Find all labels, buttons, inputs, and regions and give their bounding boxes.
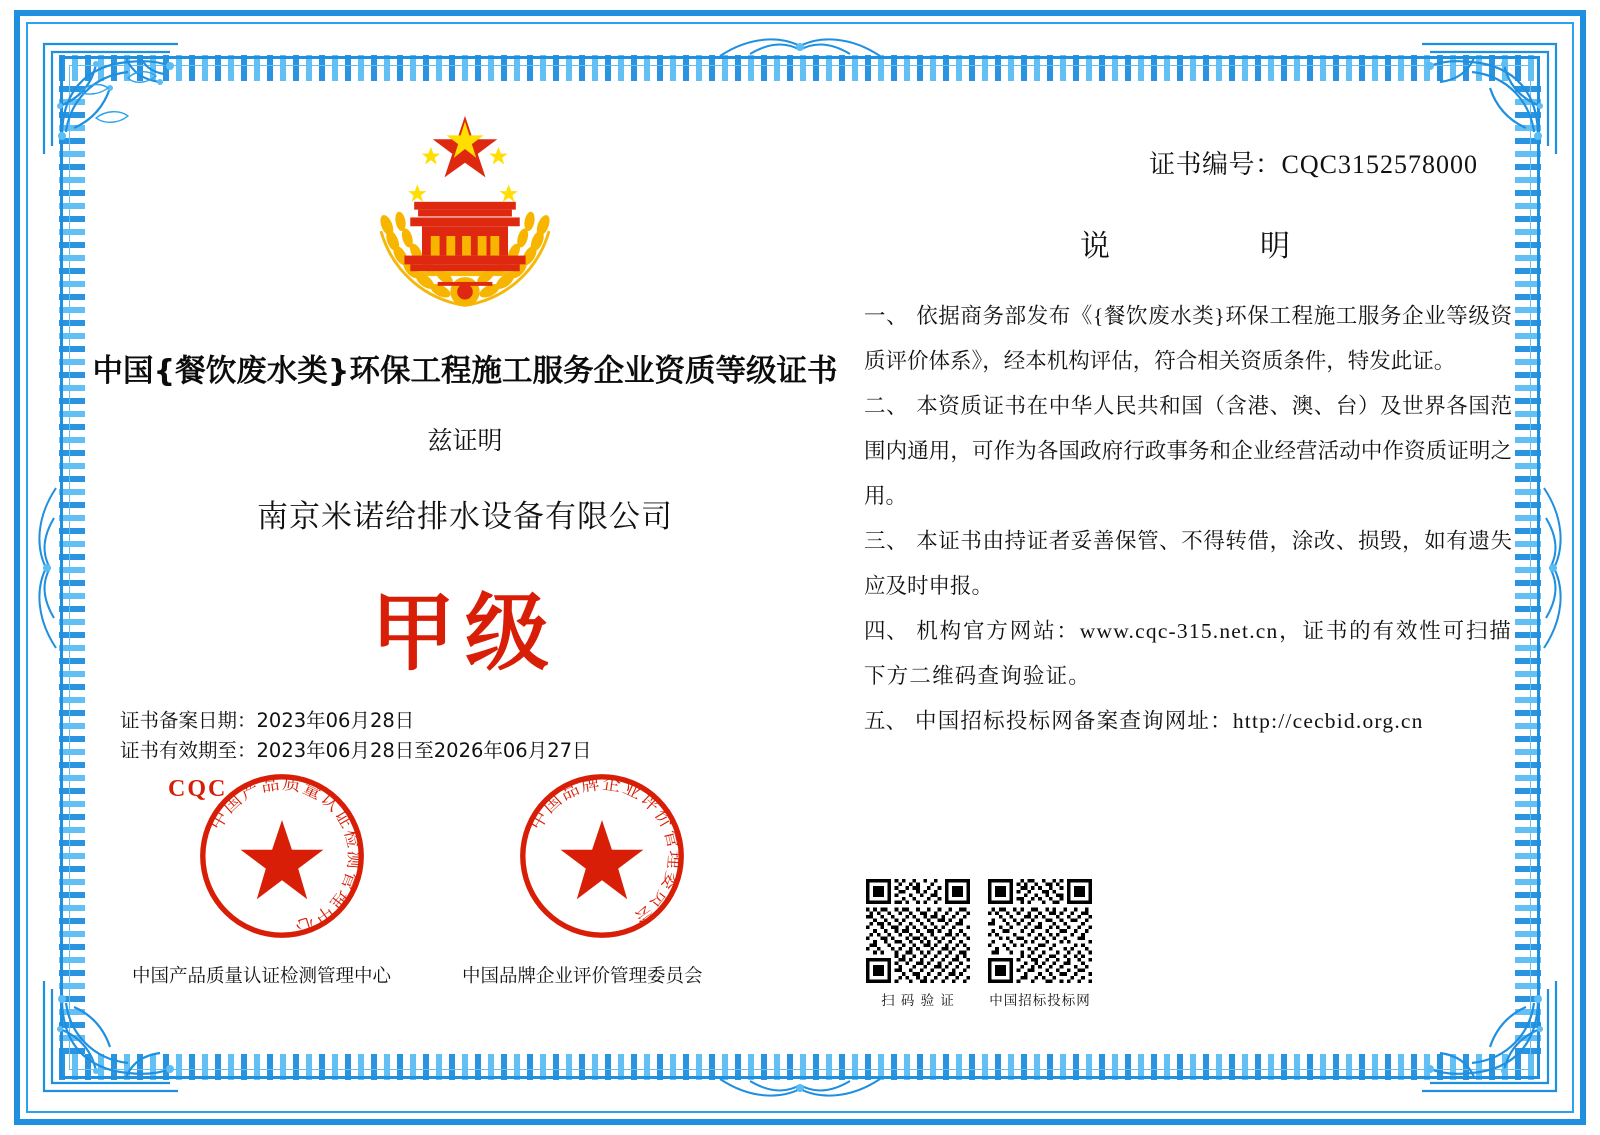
national-emblem-icon bbox=[358, 108, 573, 323]
clause-text: 本资质证书在中华人民共和国（含港、澳、台）及世界各国范围内通用，可作为各国政府行政事务和企业经营活动中作资质证明之用。 bbox=[864, 394, 1512, 508]
certificate-subtitle: 兹证明 bbox=[427, 426, 503, 455]
clause-text: 本证书由持证者妥善保管、不得转借，涂改、损毁，如有遗失应及时申报。 bbox=[864, 529, 1512, 598]
official-seal-icon bbox=[512, 766, 692, 946]
clause-text: 依据商务部发布《{餐饮废水类}环保工程施工服务企业等级资质评价体系》，经本机构评估，符合相关资质条件，特发此证。 bbox=[864, 304, 1512, 373]
certificate-left-panel bbox=[80, 76, 850, 1059]
record-date-value: 2023年06月28日 bbox=[256, 709, 415, 732]
notes-clause bbox=[864, 519, 1512, 609]
notes-clause bbox=[864, 384, 1512, 519]
seal-caption: 中国品牌企业评价管理委员会 bbox=[462, 966, 703, 987]
certificate-number-label: 证书编号： bbox=[1149, 150, 1282, 179]
qr-code-area bbox=[866, 879, 1126, 1009]
notes-clause bbox=[864, 294, 1512, 384]
company-name: 南京米诺给排水设备有限公司 bbox=[257, 499, 673, 535]
notes-clause-list bbox=[864, 294, 1512, 744]
notes-clause bbox=[864, 609, 1512, 699]
certificate-right-panel bbox=[850, 76, 1520, 1059]
notes-clause bbox=[864, 699, 1512, 744]
clause-marker: 二、 bbox=[864, 394, 909, 418]
grade-level: 甲级 bbox=[370, 584, 559, 682]
seal-caption: 中国产品质量认证检测管理中心 bbox=[132, 966, 392, 987]
certificate-content bbox=[80, 76, 1520, 1059]
clause-text: 中国招标投标网备案查询网址：http://cecbid.org.cn bbox=[915, 709, 1424, 733]
clause-marker: 一、 bbox=[864, 304, 909, 328]
certificate-number bbox=[1149, 144, 1478, 181]
record-date-label: 证书备案日期： bbox=[120, 709, 257, 732]
qr-code-verify-icon[interactable] bbox=[866, 879, 970, 983]
cqc-logo-text: CQC bbox=[168, 776, 228, 802]
notes-heading-right: 明 bbox=[1260, 229, 1290, 264]
clause-marker: 四、 bbox=[864, 619, 909, 643]
official-seal-icon bbox=[192, 766, 372, 946]
qr-code-cecbid-icon[interactable] bbox=[988, 879, 1092, 983]
clause-text: 机构官方网站：www.cqc-315.net.cn，证书的有效性可扫描下方二维码查询验证。 bbox=[864, 619, 1512, 688]
svg-text:中国产品质量认证检测管理中心: 中国产品质量认证检测管理中心 bbox=[205, 772, 366, 938]
validity-value: 2023年06月28日至2026年06月27日 bbox=[256, 739, 592, 762]
notes-heading bbox=[850, 221, 1520, 265]
clause-marker: 五、 bbox=[864, 709, 908, 733]
certificate-dates bbox=[120, 706, 592, 766]
validity-label: 证书有效期至： bbox=[120, 739, 257, 762]
qr-caption: 扫 码 验 证 bbox=[881, 993, 955, 1009]
validity-row bbox=[120, 736, 592, 766]
certificate-title: 中国{餐饮废水类}环保工程施工服务企业资质等级证书 bbox=[92, 354, 838, 389]
clause-marker: 三、 bbox=[864, 529, 909, 553]
certificate-number-value: CQC3152578000 bbox=[1281, 150, 1478, 179]
qr-caption: 中国招标投标网 bbox=[989, 993, 1091, 1009]
svg-text:中国品牌企业评价管理委员会: 中国品牌企业评价管理委员会 bbox=[525, 772, 686, 930]
record-date-row bbox=[120, 706, 592, 736]
notes-heading-left: 说 bbox=[1080, 229, 1110, 264]
